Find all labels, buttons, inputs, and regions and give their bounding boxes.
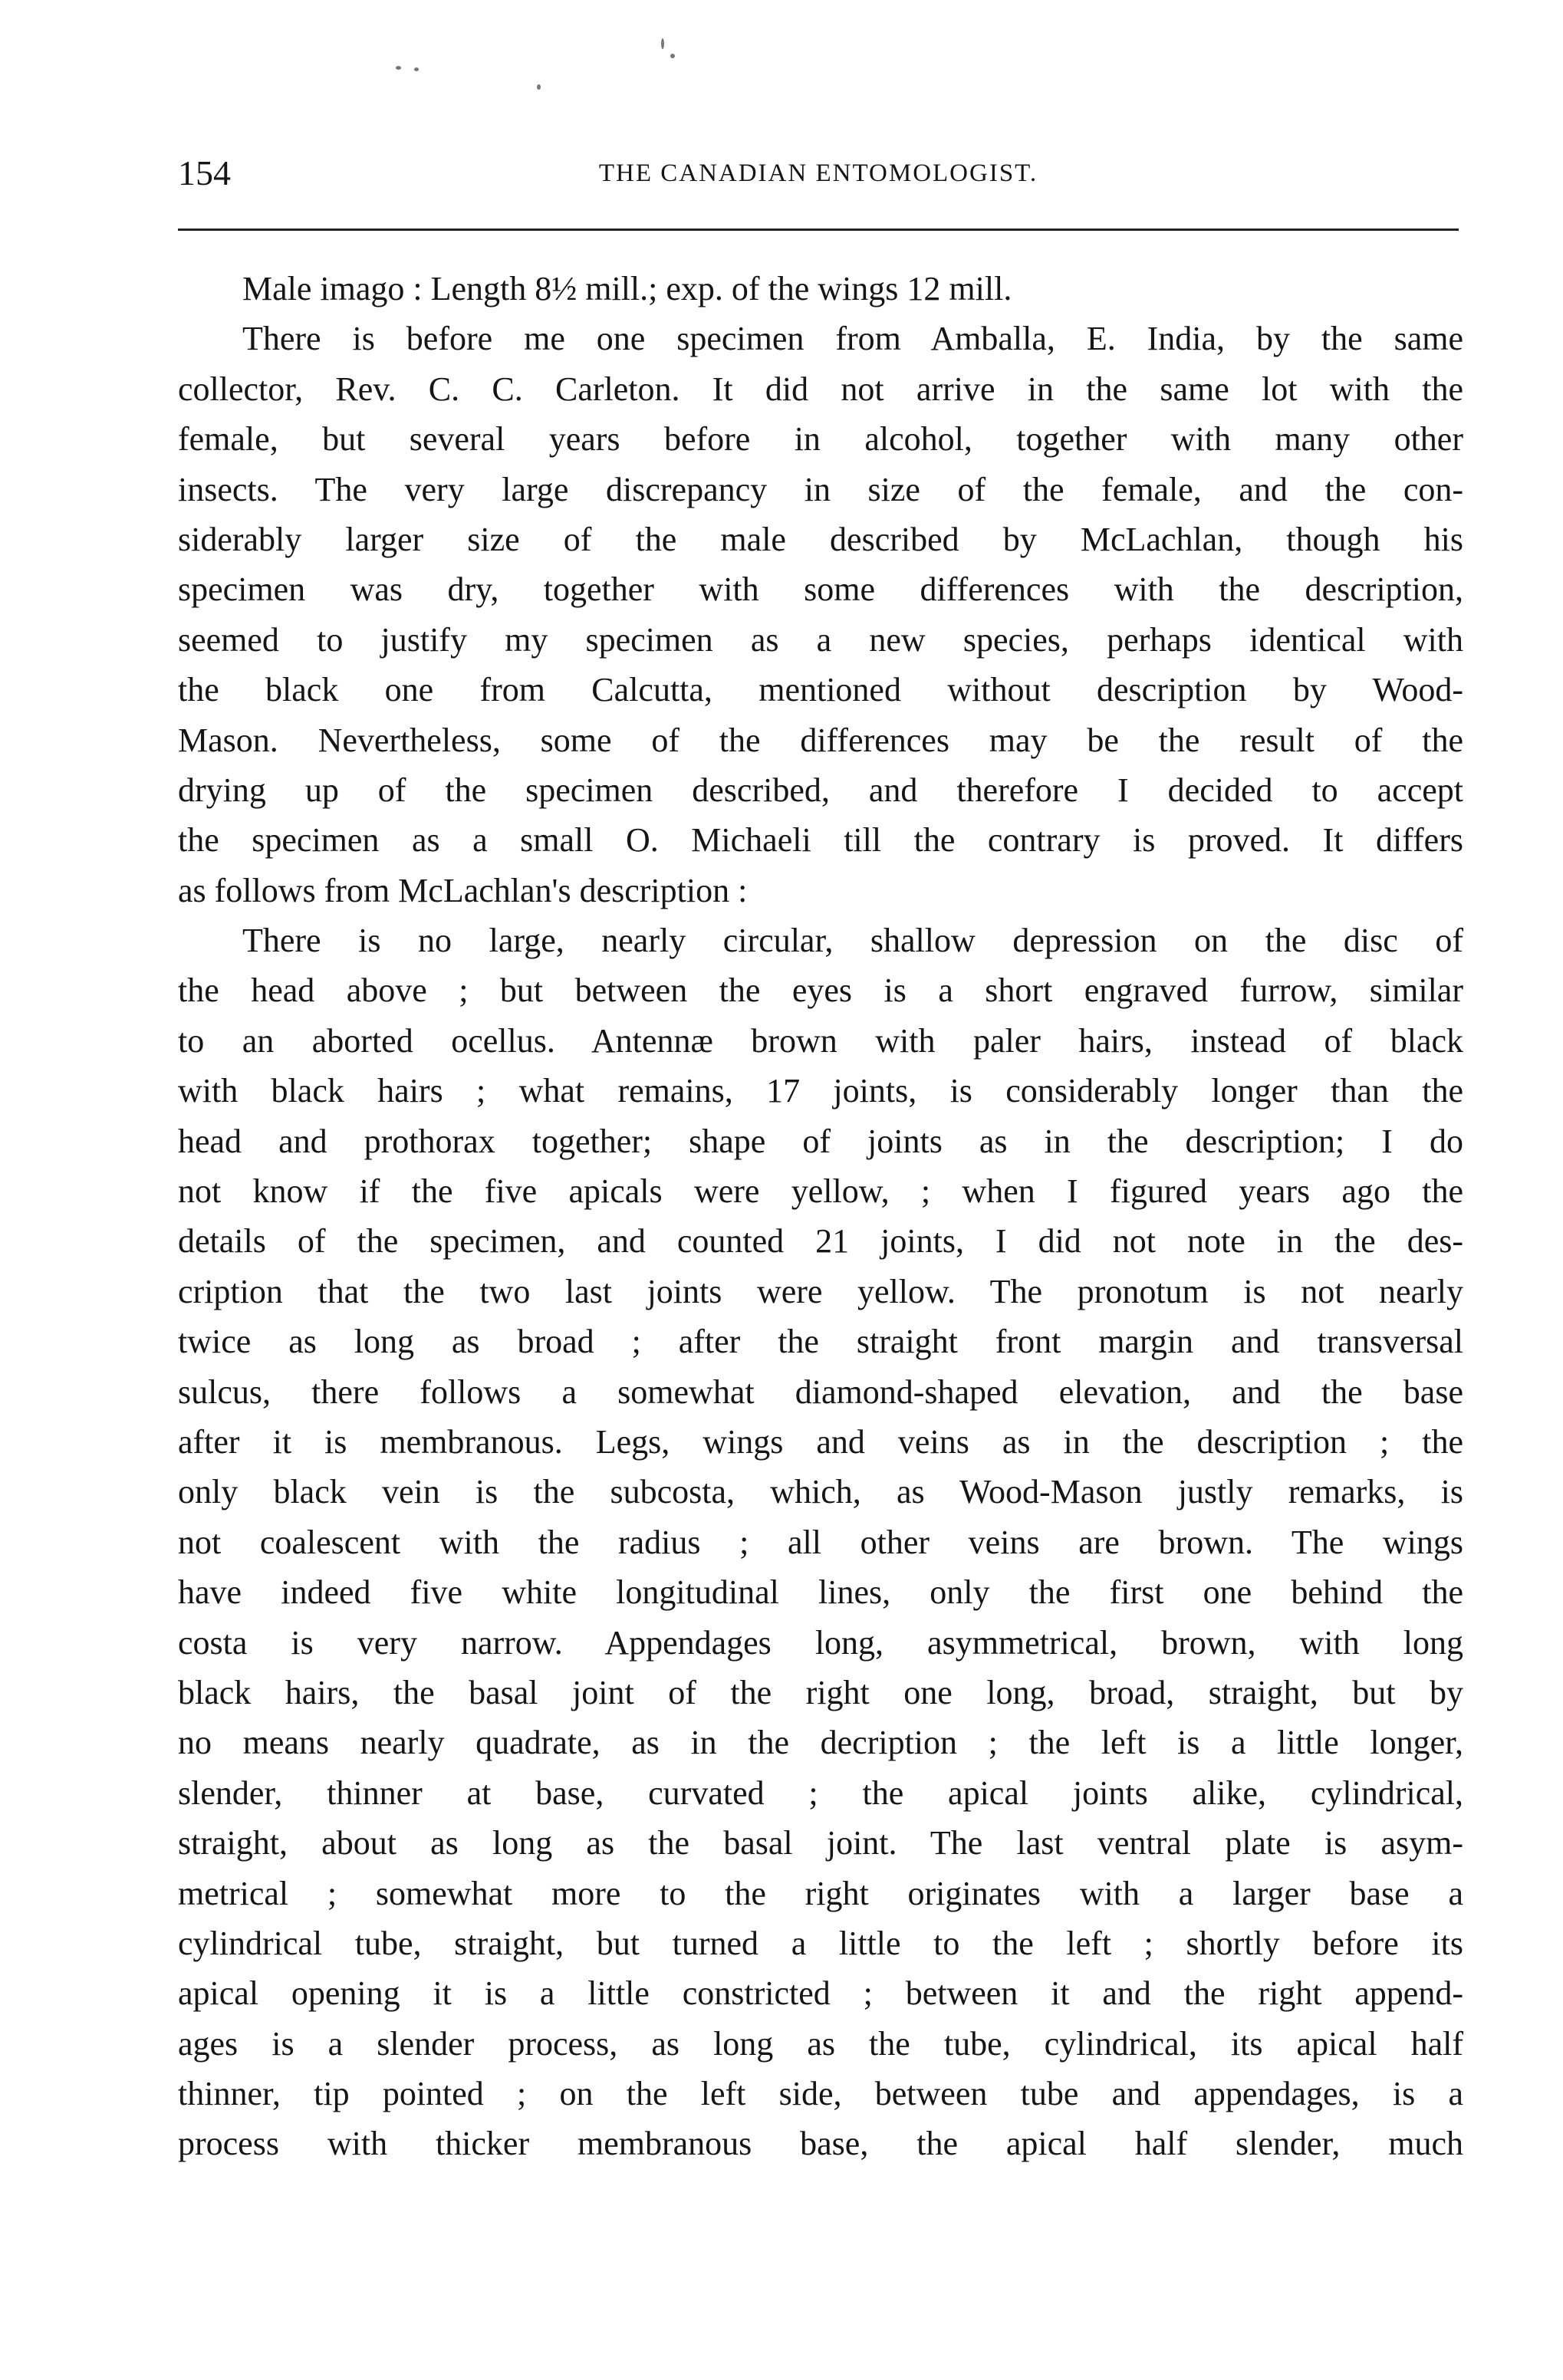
text-line: metrical ; somewhat more to the right originates with a larger base a [178,1874,1463,1912]
page-number: 154 [178,153,231,192]
text-line: slender, thinner at base, curvated ; the apical joints alike, cylindrical, [178,1773,1463,1812]
text-line: costa is very narrow. Appendages long, asymmetrical, brown, with long [178,1623,1463,1662]
text-line: cylindrical tube, straight, but turned a little to the left ; shortly before its [178,1924,1463,1962]
text-line: drying up of the specimen described, and therefore I decided to accept [178,771,1463,809]
text-line: There is before me one specimen from Amballa, E. India, by the same [242,320,1463,358]
text-line: have indeed five white longitudinal lines, only the first one behind the [178,1573,1463,1612]
text-line: thinner, tip pointed ; on the left side, between tube and appendages, is a [178,2075,1463,2113]
text-line: apical opening it is a little constricted ; between it and the right append- [178,1974,1463,2013]
text-line: not coalescent with the radius ; all other veins are brown. The wings [178,1523,1463,1561]
scan-speck [414,67,419,71]
header-rule [178,228,1459,231]
text-line: as follows from McLachlan's description : [178,871,748,909]
scan-speck [537,84,541,90]
text-line: head and prothorax together; shape of joints as in the description; I do [178,1122,1463,1160]
text-line: only black vein is the subcosta, which, as Wood-Mason justly remarks, is [178,1473,1463,1511]
scan-speck [670,54,675,58]
page-header [178,150,1459,196]
text-line: not know if the five apicals were yellow, ; when I figured years ago the [178,1172,1463,1211]
running-head: THE CANADIAN ENTOMOLOGIST. [598,159,1038,187]
text-line: straight, about as long as the basal joint. The last ventral plate is asym- [178,1824,1463,1862]
text-line: black hairs, the basal joint of the right one long, broad, straight, but by [178,1673,1463,1711]
text-line: insects. The very large discrepancy in size of the female, and the con- [178,470,1463,508]
text-line: collector, Rev. C. C. Carleton. It did not arrive in the same lot with the [178,370,1463,408]
text-line: after it is membranous. Legs, wings and veins as in the description ; the [178,1422,1463,1461]
text-line: to an aborted ocellus. Antennæ brown with paler hairs, instead of black [178,1021,1463,1060]
text-line: seemed to justify my specimen as a new species, perhaps identical with [178,620,1463,659]
text-line: ages is a slender process, as long as the tube, cylindrical, its apical half [178,2024,1463,2063]
text-line: female, but several years before in alcohol, together with many other [178,420,1463,459]
text-line: cription that the two last joints were yellow. The pronotum is not nearly [178,1272,1463,1310]
scan-speck [396,66,401,70]
text-line: no means nearly quadrate, as in the decription ; the left is a little longer, [178,1724,1463,1762]
text-line: the black one from Calcutta, mentioned without description by Wood- [178,671,1463,709]
text-line: siderably larger size of the male described by McLachlan, though his [178,520,1463,558]
scan-speck [661,38,664,49]
text-line: the specimen as a small O. Michaeli till the contrary is proved. It differs [178,821,1463,860]
text-line: There is no large, nearly circular, shallow depression on the disc of [242,922,1463,960]
body-text [178,264,1463,2169]
text-line: specimen was dry, together with some differences with the description, [178,570,1463,609]
text-line: process with thicker membranous base, the apical half slender, much [178,2125,1463,2163]
text-line: Mason. Nevertheless, some of the differences may be the result of the [178,721,1463,759]
text-line: Male imago : Length 8½ mill.; exp. of the wings 12 mill. [242,270,1012,307]
text-line: sulcus, there follows a somewhat diamond-shaped elevation, and the base [178,1372,1463,1411]
text-line: with black hairs ; what remains, 17 joints, is considerably longer than the [178,1072,1463,1110]
text-line: the head above ; but between the eyes is a short engraved furrow, similar [178,971,1463,1010]
text-line: twice as long as broad ; after the straight front margin and transversal [178,1323,1463,1361]
text-line: details of the specimen, and counted 21 joints, I did not note in the des- [178,1222,1463,1261]
